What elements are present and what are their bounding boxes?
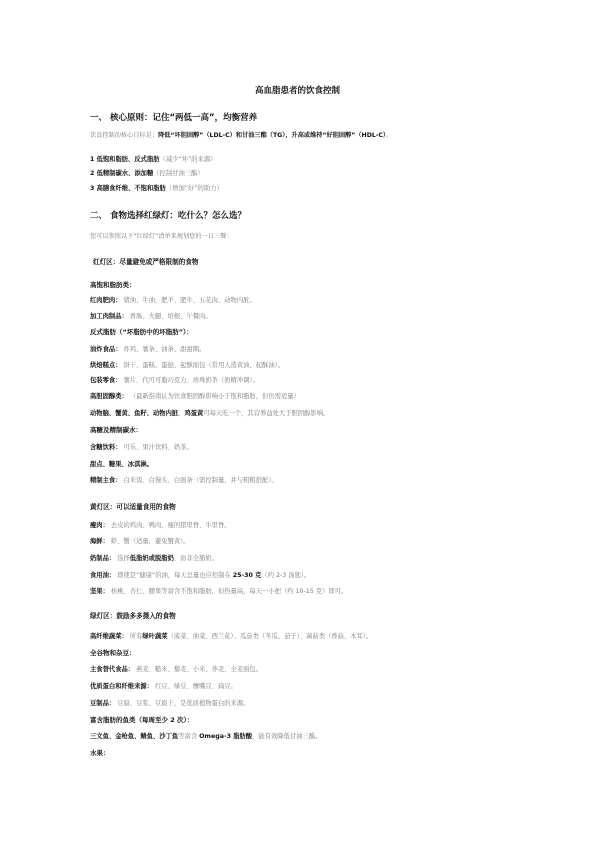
fish-bold: 三文鱼、金枪鱼、鲭鱼、沙丁鱼 bbox=[90, 733, 179, 740]
food-item-fiber bbox=[90, 632, 372, 641]
red-category-saturated: 高饱和脂肪类： bbox=[90, 281, 136, 289]
cholesterol-tail: 可每天吃一个，其营养益处大于胆固醇影响。 bbox=[203, 410, 330, 417]
green-category-fruit: 水果： bbox=[90, 749, 110, 757]
fiber-bold: 绿叶蔬菜 bbox=[142, 633, 168, 640]
food-label: 主食替代食品： bbox=[90, 666, 135, 673]
green-category-grains: 全谷物和杂豆： bbox=[90, 649, 136, 657]
food-item bbox=[90, 361, 284, 370]
principle-desc: （控制甘油三酯） bbox=[153, 170, 204, 177]
food-label: 加工肉制品： bbox=[90, 313, 128, 320]
food-label: 油炸食品： bbox=[90, 346, 122, 353]
cholesterol-mid: 。 bbox=[178, 410, 185, 417]
food-item bbox=[90, 460, 153, 469]
food-label: 豆制品： bbox=[90, 700, 116, 707]
food-item-fish bbox=[90, 732, 321, 741]
food-item bbox=[90, 521, 231, 530]
cholesterol-bold: 动物脑、蟹黄、鱼籽、动物内脏 bbox=[90, 410, 179, 417]
food-item bbox=[90, 682, 237, 691]
food-label: 含糖饮料： bbox=[90, 444, 122, 451]
document-title: 高血脂患者的饮食控制 bbox=[254, 86, 340, 96]
food-desc: 燕麦、糙米、藜麦、小米、荞麦、全麦面包。 bbox=[134, 666, 263, 673]
principle-1 bbox=[90, 155, 216, 164]
food-label: 精制主食： bbox=[90, 477, 122, 484]
principle-2 bbox=[90, 169, 204, 178]
dairy-pre: 选择 bbox=[115, 555, 130, 562]
section-1-heading: 一、 核心原则：记住“两低一高”，均衡营养 bbox=[90, 113, 258, 123]
food-desc: 香肠、火腿、培根、午餐肉。 bbox=[127, 313, 212, 320]
food-desc: 猪油、牛油、肥羊、肥牛、五花肉、动物内脏。 bbox=[121, 297, 256, 304]
food-item-oil bbox=[90, 571, 310, 580]
oil-pre: 即使是“健康”的油，每天总量也应控制在 bbox=[115, 572, 233, 579]
food-label: 烘焙糕点： bbox=[90, 362, 122, 369]
green-category-fish: 富含脂肪的鱼类（每周至少 2 次）： bbox=[90, 716, 194, 724]
intro-prefix: 饮食控制的核心目标是： bbox=[90, 132, 159, 139]
omega-bold: Omega-3 脂肪酸 bbox=[199, 733, 253, 740]
food-label: 食用油： bbox=[90, 572, 116, 579]
principle-label: 1 低饱和脂肪、反式脂肪 bbox=[90, 156, 160, 163]
food-desc: 红豆、绿豆、鹰嘴豆、扁豆。 bbox=[152, 683, 237, 690]
food-desc: 薯片、代可可脂巧克力、珍珠奶茶（奶精冲调）。 bbox=[121, 377, 259, 384]
section-2-heading: 二、 食物选择红绿灯：吃什么？怎么选？ bbox=[90, 211, 246, 221]
food-desc: 虾、蟹（适量，避免蟹黄）。 bbox=[108, 538, 190, 545]
food-desc: （最新指南认为饮食胆固醇影响小于饱和脂肪，但仍需适量） bbox=[127, 393, 300, 400]
food-desc: 可乐、果汁饮料、奶茶。 bbox=[121, 444, 193, 451]
food-item-nuts bbox=[90, 587, 347, 596]
principle-desc: （增加“好”的助力） bbox=[165, 185, 223, 192]
food-desc: 白米饭、白馒头、白面条（需控制量，并与粗粮搭配）。 bbox=[121, 477, 278, 484]
food-desc: 去皮的鸡肉、鸭肉，瘦的猪里脊、牛里脊。 bbox=[108, 522, 231, 529]
food-label: 奶制品： bbox=[90, 555, 116, 562]
food-item bbox=[90, 296, 256, 305]
fiber-pre: 所有 bbox=[127, 633, 143, 640]
fish-pre: 等富含 bbox=[178, 733, 200, 740]
red-category-trans: 反式脂肪（“坏脂肪中的坏脂肪”）： bbox=[90, 328, 193, 336]
intro-suffix: 。 bbox=[386, 132, 393, 139]
food-item-dairy bbox=[90, 554, 218, 563]
red-category-sugar: 高糖及精制碳水： bbox=[90, 426, 142, 434]
section-1-intro bbox=[90, 131, 392, 140]
food-item bbox=[90, 392, 300, 401]
food-label: 海鲜： bbox=[90, 538, 109, 545]
cholesterol-note bbox=[90, 409, 329, 418]
oil-post: （约 2-3 汤匙）。 bbox=[261, 572, 311, 579]
egg-yolk-bold: 鸡蛋黄 bbox=[184, 410, 204, 417]
dairy-post: ，而非全脂奶。 bbox=[173, 555, 218, 562]
food-item bbox=[90, 443, 193, 452]
food-desc: 豆腐、豆浆、豆腐干，是优质植物蛋白的来源。 bbox=[115, 700, 250, 707]
principle-label: 3 高膳食纤维、不饱和脂肪 bbox=[90, 185, 166, 192]
food-label: 红肉肥肉： bbox=[90, 297, 122, 304]
food-item bbox=[90, 376, 259, 385]
fiber-post: （菠菜、油菜、西兰花）、瓜茄类（冬瓜、茄子）、菌菇类（香菇、木耳）。 bbox=[167, 633, 373, 640]
food-desc: 炸鸡、薯条、油条、甜甜圈。 bbox=[121, 346, 206, 353]
food-label: 甜点、糖果、冰淇淋。 bbox=[90, 461, 153, 468]
food-item bbox=[90, 476, 278, 485]
food-label: 优质蛋白和纤维来源： bbox=[90, 683, 153, 690]
food-item bbox=[90, 312, 212, 321]
red-zone-title: 红灯区：尽量避免或严格限制的食物 bbox=[93, 258, 199, 266]
food-label: 高纤维蔬菜： bbox=[90, 633, 128, 640]
food-item bbox=[90, 665, 262, 674]
section-2-intro: 您可以参照以下“红绿灯”清单来规划您的一日三餐： bbox=[90, 233, 233, 240]
principle-label: 2 低精制碳水、添加糖 bbox=[90, 170, 154, 177]
nuts-desc: 核桃、杏仁、腰果等富含不饱和脂肪，但热量高，每天一小把（约 10-15 克）即可。 bbox=[108, 588, 348, 595]
principle-3 bbox=[90, 184, 223, 193]
food-label: 高胆固醇类： bbox=[90, 393, 128, 400]
food-desc: 饼干、蛋糕、蛋挞、起酥面包（常用人造黄油、起酥油）。 bbox=[121, 362, 285, 369]
food-item bbox=[90, 345, 205, 354]
food-label: 瘦肉： bbox=[90, 522, 109, 529]
yellow-zone-title: 黄灯区：可以适量食用的食物 bbox=[90, 503, 176, 511]
dairy-bold: 低脂奶或脱脂奶 bbox=[129, 555, 174, 562]
principle-desc: （减少“坏”的来源） bbox=[159, 156, 217, 163]
oil-bold: 25-30 克 bbox=[232, 572, 262, 579]
fish-post: ，能有效降低甘油三酯。 bbox=[252, 733, 322, 740]
green-zone-title: 绿灯区：鼓励多多摄入的食物 bbox=[90, 612, 176, 620]
food-label: 包装零食： bbox=[90, 377, 122, 384]
food-item bbox=[90, 537, 190, 546]
food-label: 坚果： bbox=[90, 588, 109, 595]
intro-bold: 降低“坏胆固醇”（LDL-C）和甘油三酯（TG），升高或维持“好胆固醇”（HDL-C） bbox=[158, 132, 386, 139]
food-item bbox=[90, 699, 249, 708]
